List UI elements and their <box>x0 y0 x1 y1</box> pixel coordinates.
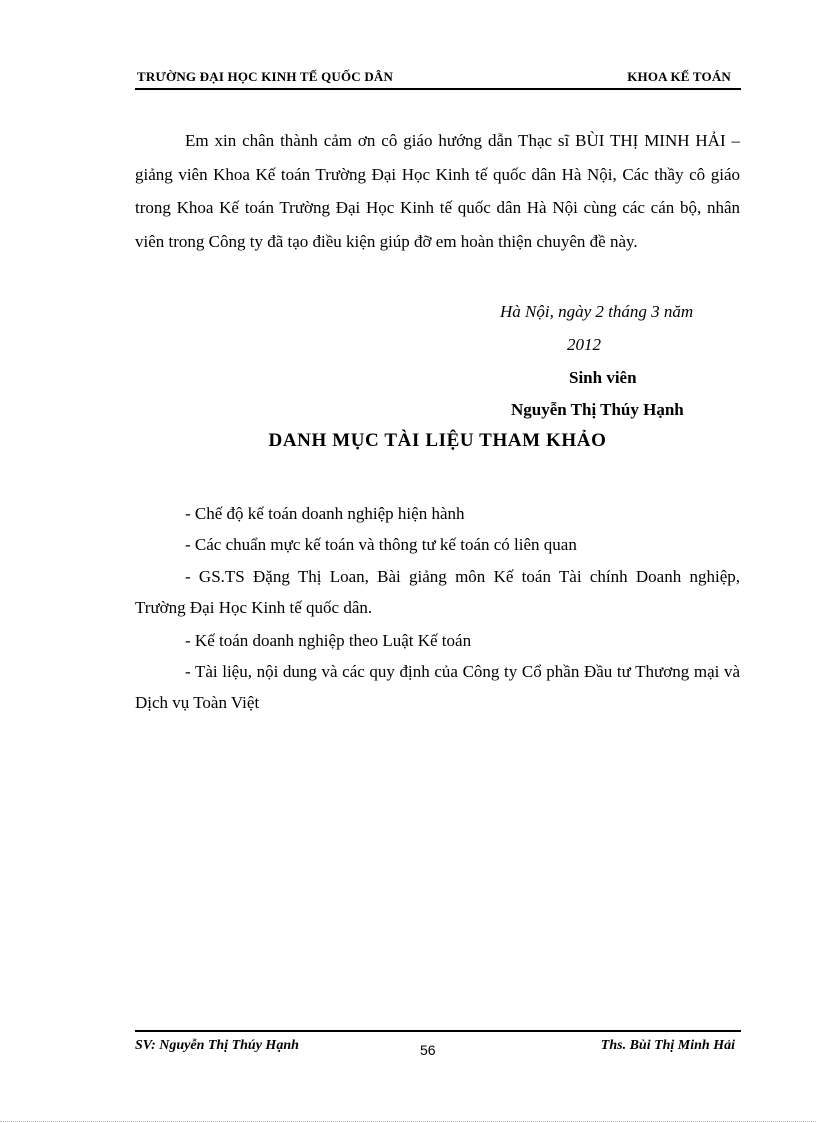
page-header <box>135 66 741 90</box>
page-bottom-border <box>0 1121 816 1122</box>
header-university: TRƯỜNG ĐẠI HỌC KINH TẾ QUỐC DÂN <box>137 69 394 84</box>
header-faculty: KHOA KẾ TOÁN <box>627 69 731 84</box>
references-title: DANH MỤC TÀI LIỆU THAM KHẢO <box>268 430 607 451</box>
footer-advisor: Ths. Bùi Thị Minh Hải <box>600 1038 735 1053</box>
page-footer <box>135 1030 741 1062</box>
reference-item: - Chế độ kế toán doanh nghiệp hiện hành <box>185 504 465 523</box>
signature-role: Sinh viên <box>569 368 637 387</box>
signature-place-date: Hà Nội, ngày 2 tháng 3 năm <box>500 302 694 321</box>
reference-item: - Các chuẩn mực kế toán và thông tư kế toán có liên quan <box>185 535 577 554</box>
reference-item: - Kế toán doanh nghiệp theo Luật Kế toán <box>185 631 472 650</box>
page-number: 56 <box>420 1042 436 1058</box>
reference-item: - GS.TS Đặng Thị Loan, Bài giảng môn Kế toán Tài chính Doanh nghiệp, Trường Đại Học Kinh tế quốc dân. <box>135 567 740 617</box>
signature-name: Nguyễn Thị Thúy Hạnh <box>511 400 684 419</box>
acknowledgement-paragraph: Em xin chân thành cảm ơn cô giáo hướng dẫn Thạc sĩ BÙI THỊ MINH HẢI – giảng viên Khoa Kế toán Trường Đại Học Kinh tế quốc dân Hà Nội, Các thầy cô giáo trong Khoa Kế toán Trường Đại Học Kinh tế quốc dân Hà Nội cùng các cán bộ, nhân viên trong Công ty đã tạo điều kiện giúp đỡ em hoàn thiện chuyên đề này. <box>135 131 740 251</box>
signature-year: 2012 <box>567 335 601 354</box>
reference-item: - Tài liệu, nội dung và các quy định của Công ty Cổ phần Đầu tư Thương mại và Dịch vụ Toàn Việt <box>135 662 740 712</box>
footer-student: SV: Nguyễn Thị Thúy Hạnh <box>135 1038 299 1053</box>
